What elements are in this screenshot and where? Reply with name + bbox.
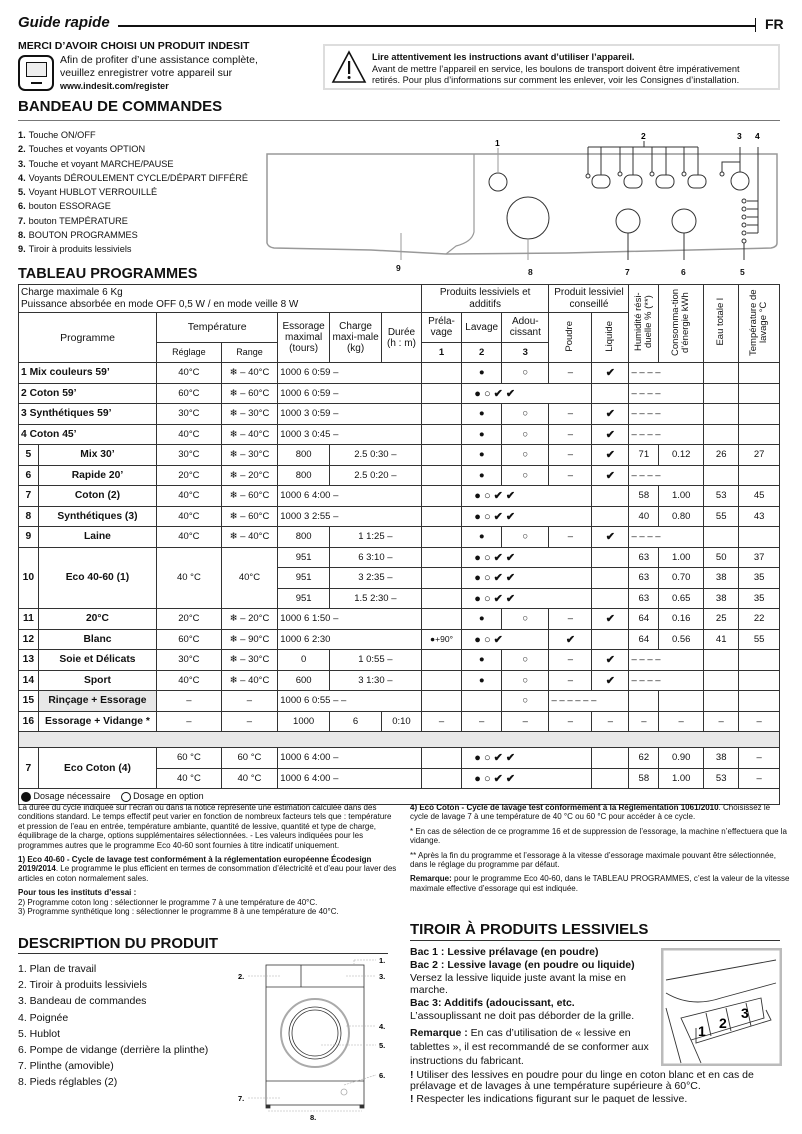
panel-label-8: 8 [528, 267, 533, 277]
description-item: 8. Pieds réglables (2) [18, 1076, 118, 1089]
tiroir-title: TIROIR À PRODUITS LESSIVIELS [410, 921, 649, 938]
svg-text:6.: 6. [379, 1071, 386, 1080]
controls-item: 3. Touche et voyant MARCHE/PAUSE [18, 158, 174, 169]
svg-text:2.: 2. [238, 972, 245, 981]
thanks-line-2: veuillez enregistrer votre appareil sur [60, 67, 233, 79]
svg-text:8.: 8. [310, 1113, 317, 1120]
controls-rule [18, 120, 780, 121]
warning-line-1: Avant de mettre l’appareil en service, les boulons de transport doivent être impérativement [372, 63, 740, 74]
description-item: 3. Bandeau de commandes [18, 995, 147, 1008]
svg-text:5.: 5. [379, 1041, 386, 1050]
panel-label-7: 7 [625, 267, 630, 277]
control-panel-diagram [266, 130, 786, 260]
header-duree: Durée (h : m) [382, 313, 422, 363]
controls-item: 6. bouton ESSORAGE [18, 201, 111, 212]
table-row-eco: 10 Eco 40-60 (1) 40 °C 40°C 951 6 3:10 – ● ○ ✔ ✔ 63 1.00 50 37 [19, 547, 780, 568]
panel-label-2: 2 [641, 131, 646, 141]
table-legend: Dosage nécessaire Dosage en option [19, 789, 780, 805]
header-humidite: Humidité rési-duelle % (**) [629, 285, 659, 363]
panel-label-9: 9 [396, 263, 401, 273]
table-row: 1 Mix couleurs 59’ 40°C ❄ – 40°C 1000 6 0:59 – ● ○ – ✔ – – – – [19, 363, 780, 384]
header-adoucissant: Adou-cissant [502, 313, 549, 343]
description-list [18, 961, 208, 1091]
panel-label-4: 4 [755, 131, 760, 141]
programs-table [18, 284, 780, 805]
header-bac-3: 3 [502, 342, 549, 363]
description-item: 7. Plinthe (amovible) [18, 1060, 114, 1073]
note-4: 4) Eco Coton - Cycle de lavage test conformément à la Réglementation 1061/2010. Choisissez le cycle de lavage 7 à une température de 40 °C ou 60 °C pour accéder à ce cycle. [410, 803, 771, 822]
header-bac-2: 2 [462, 342, 502, 363]
bac-2-title: Bac 2 : Lessive lavage (en poudre ou liquide) [410, 958, 635, 971]
bac-1-title: Bac 1 : Lessive prélavage (en poudre) [410, 946, 599, 958]
controls-item: 9. Tiroir à produits lessiviels [18, 244, 132, 255]
table-row-eco: 951 3 2:35 – ● ○ ✔ ✔ 63 0.70 38 35 [19, 568, 780, 589]
description-item: 5. Hublot [18, 1027, 61, 1040]
detergent-drawer-illustration [661, 948, 782, 1066]
svg-text:3.: 3. [379, 972, 386, 981]
header-liquide: Liquide [592, 313, 629, 363]
panel-label-6: 6 [681, 267, 686, 277]
controls-item: 8. BOUTON PROGRAMMES [18, 230, 138, 241]
tiroir-warning-1: ! Utiliser des lessives en poudre pour du linge en coton blanc et en cas de prélavage et de lavages à une température supérieure à 60°C. [410, 1068, 754, 1093]
note-remarque: Remarque: pour le programme Eco 40-60, dans le TABLEAU PROGRAMMES, c’est la valeur de la vitesse maximale effective d’essorage qui est indiquée. [410, 874, 790, 893]
notes-left [18, 803, 398, 921]
controls-item: 7. bouton TEMPÉRATURE [18, 215, 128, 226]
notes-duration: La durée du cycle indiquée sur l’écran ou dans la notice représente une estimation calculée dans des conditions standard. Le temps effectif peut varier en fonction de nombreux facteurs tels que : température et pression de l’eau en entrée, température ambiante, quantité de lessive, quantité et type de charge, équilibrage de la charge, options supplémentaires sélectionnées. - Les valeurs indiquées pour les programmes autres que le programme Eco 40-60 sont fournies à titre indicatif uniquement. [18, 803, 392, 850]
header-reglage: Réglage [157, 342, 222, 363]
table-row: 3 Synthétiques 59’ 30°C ❄ – 30°C 1000 3 0:59 – ● ○ – ✔ – – – – [19, 404, 780, 425]
drawer-label-3: 3 [741, 1005, 749, 1021]
panel-label-3: 3 [737, 131, 742, 141]
warning-box [323, 44, 780, 90]
table-row: 16 Essorage + Vidange * – – 1000 6 0:10 – – – – – – – – – [19, 711, 780, 732]
bac-3-title: Bac 3: Additifs (adoucissant, etc. [410, 997, 575, 1010]
note-1: 1) Eco 40-60 - Cycle de lavage test conformément à la réglementation européenne Écodesign 2019/2014. Le programme le plus efficient en termes de consommation d’électricité et d’eau pour laver des articles en coton normalement sales. [18, 855, 397, 883]
table-row: 13 Soie et Délicats 30°C ❄ – 30°C 0 1 0:55 – ● ○ – ✔ – – – – [19, 650, 780, 671]
header-programme: Programme [19, 313, 157, 363]
header-eau: Eau totale l [704, 285, 739, 363]
table-spacer [19, 732, 780, 748]
table-row: 8 Synthétiques (3) 40°C ❄ – 60°C 1000 3 2:55 – ● ○ ✔ ✔ 40 0.80 55 43 [19, 506, 780, 527]
header-conso: Consomma-tion d’énergie kWh [659, 285, 704, 363]
description-title: DESCRIPTION DU PRODUIT [18, 935, 219, 952]
header-lavage: Lavage [462, 313, 502, 343]
thanks-title: MERCI D’AVOIR CHOISI UN PRODUIT INDESIT [18, 40, 250, 52]
controls-item: 5. Voyant HUBLOT VERROUILLÉ [18, 187, 158, 198]
header-prelavage: Préla-vage [421, 313, 462, 343]
computer-icon [18, 55, 54, 91]
drawer-label-1: 1 [698, 1023, 706, 1039]
programs-title: TABLEAU PROGRAMMES [18, 266, 198, 282]
header-produits: Produits lessiviels et additifs [421, 285, 549, 313]
table-row-ecocoton: 40 °C 40 °C 1000 6 4:00 – ● ○ ✔ ✔ 58 1.00 53 – [19, 768, 780, 789]
table-row: 11 20°C 20°C ❄ – 20°C 1000 6 1:50 – ● ○ – ✔ 64 0.16 25 22 [19, 609, 780, 630]
header-rule-tick [755, 18, 756, 32]
header-essorage: Essorage maximal (tours) [278, 313, 330, 363]
controls-item: 4. Voyants DÉROULEMENT CYCLE/DÉPART DIFFÉRÉ [18, 172, 249, 183]
register-link[interactable]: www.indesit.com/register [60, 81, 169, 91]
header-temperature: Température [157, 313, 278, 343]
exclamation-icon: ! [410, 1068, 414, 1081]
tiroir-warning-2: ! Respecter les indications figurant sur le paquet de lessive. [410, 1092, 688, 1105]
table-row: 12 Blanc 60°C ❄ – 90°C 1000 6 2:30 ●+90° ● ○ ✔ ✔ 64 0.56 41 55 [19, 629, 780, 650]
table-row: 5 Mix 30’ 30°C ❄ – 30°C 800 2.5 0:30 – ● ○ – ✔ 71 0.12 26 27 [19, 445, 780, 466]
warning-title: Lire attentivement les instructions avant d’utiliser l’appareil. [372, 52, 635, 62]
svg-text:4.: 4. [379, 1022, 386, 1031]
panel-label-5: 5 [740, 267, 745, 277]
description-item: 2. Tiroir à produits lessiviels [18, 979, 147, 992]
bac-3-text: L’assouplissant ne doit pas déborder de la grille. [410, 1009, 635, 1022]
svg-text:1.: 1. [379, 956, 386, 965]
thanks-text [60, 54, 258, 93]
header-conseille: Produit lessiviel conseillé [549, 285, 629, 313]
header-temp-lavage: Température de lavage °C [739, 285, 780, 363]
header-rule [118, 25, 755, 27]
warning-triangle-icon [331, 50, 367, 84]
tiroir-remarque: Remarque : En cas d’utilisation de « lessive en tablettes », il est recommandé de se conformer aux instructions du fabricant. [410, 1026, 649, 1067]
note-star2: ** Après la fin du programme et l’essorage à la vitesse d’essorage maximale pouvant être sélectionnée, dans le réglage du programme par défaut. [410, 850, 776, 870]
description-rule [18, 953, 388, 954]
table-row: 2 Coton 59’ 60°C ❄ – 60°C 1000 6 0:59 – ● ○ ✔ ✔ – – – – [19, 383, 780, 404]
header-bac-1: 1 [421, 342, 462, 363]
language-code: FR [765, 16, 784, 32]
panel-label-1: 1 [495, 138, 500, 148]
table-row: 4 Coton 45’ 40°C ❄ – 40°C 1000 3 0:45 – ● ○ – ✔ – – – – [19, 424, 780, 445]
exclamation-icon: ! [410, 1092, 414, 1105]
table-row: 6 Rapide 20’ 20°C ❄ – 20°C 800 2.5 0:20 – ● ○ – ✔ – – – – [19, 465, 780, 486]
svg-text:7.: 7. [238, 1094, 245, 1103]
table-row: 15 Rinçage + Essorage – – 1000 6 0:55 – – ○ – – – – – – [19, 691, 780, 712]
table-row-ecocoton: 7 Eco Coton (4) 60 °C 60 °C 1000 6 4:00 – ● ○ ✔ ✔ 62 0.90 38 – [19, 748, 780, 769]
dosage-optional-icon [121, 792, 131, 802]
washing-machine-diagram [236, 955, 391, 1120]
drawer-label-2: 2 [719, 1015, 727, 1031]
guide-title: Guide rapide [18, 14, 110, 31]
header-range: Range [221, 342, 278, 363]
header-charge: Charge maxi-male (kg) [329, 313, 381, 363]
description-item: 1. Plan de travail [18, 963, 97, 975]
note-instituts: Pour tous les instituts d’essai : 2) Programme coton long : sélectionner le programme 7 à une température de 40°C. 3) Programme synthétique long : sélectionner le programme 8 à une température de 40°C. [18, 888, 339, 917]
thanks-line-1: Afin de profiter d’une assistance complète, [60, 54, 258, 66]
table-info: Charge maximale 6 Kg Puissance absorbée en mode OFF 0,5 W / en mode veille 8 W [19, 285, 422, 313]
controls-title: BANDEAU DE COMMANDES [18, 98, 223, 115]
dosage-required-icon [21, 792, 31, 802]
notes-right [410, 803, 790, 898]
controls-item: 1. Touche ON/OFF [18, 130, 96, 140]
description-item: 4. Poignée [18, 1011, 69, 1024]
table-row: 7 Coton (2) 40°C ❄ – 60°C 1000 6 4:00 – ● ○ ✔ ✔ 58 1.00 53 45 [19, 486, 780, 507]
note-star: * En cas de sélection de ce programme 16 et de suppression de l’essorage, la machine n’effectuera que la vidange. [410, 826, 787, 846]
table-row-eco: 951 1.5 2:30 – ● ○ ✔ ✔ 63 0.65 38 35 [19, 588, 780, 609]
warning-line-2: retirés. Pour plus d’informations sur comment les enlever, voir les Consignes d’installation. [372, 75, 740, 85]
description-item: 6. Pompe de vidange (derrière la plinthe) [18, 1044, 209, 1057]
table-row: 14 Sport 40°C ❄ – 40°C 600 3 1:30 – ● ○ – ✔ – – – – [19, 670, 780, 691]
controls-item: 2. Touches et voyants OPTION [18, 144, 146, 155]
bac-2-text: Versez la lessive liquide juste avant la mise en marche. [410, 971, 626, 997]
tiroir-rule [410, 940, 780, 941]
table-row: 9 Laine 40°C ❄ – 40°C 800 1 1:25 – ● ○ – ✔ – – – – [19, 527, 780, 548]
header-poudre: Poudre [549, 313, 592, 363]
controls-list [18, 128, 248, 257]
